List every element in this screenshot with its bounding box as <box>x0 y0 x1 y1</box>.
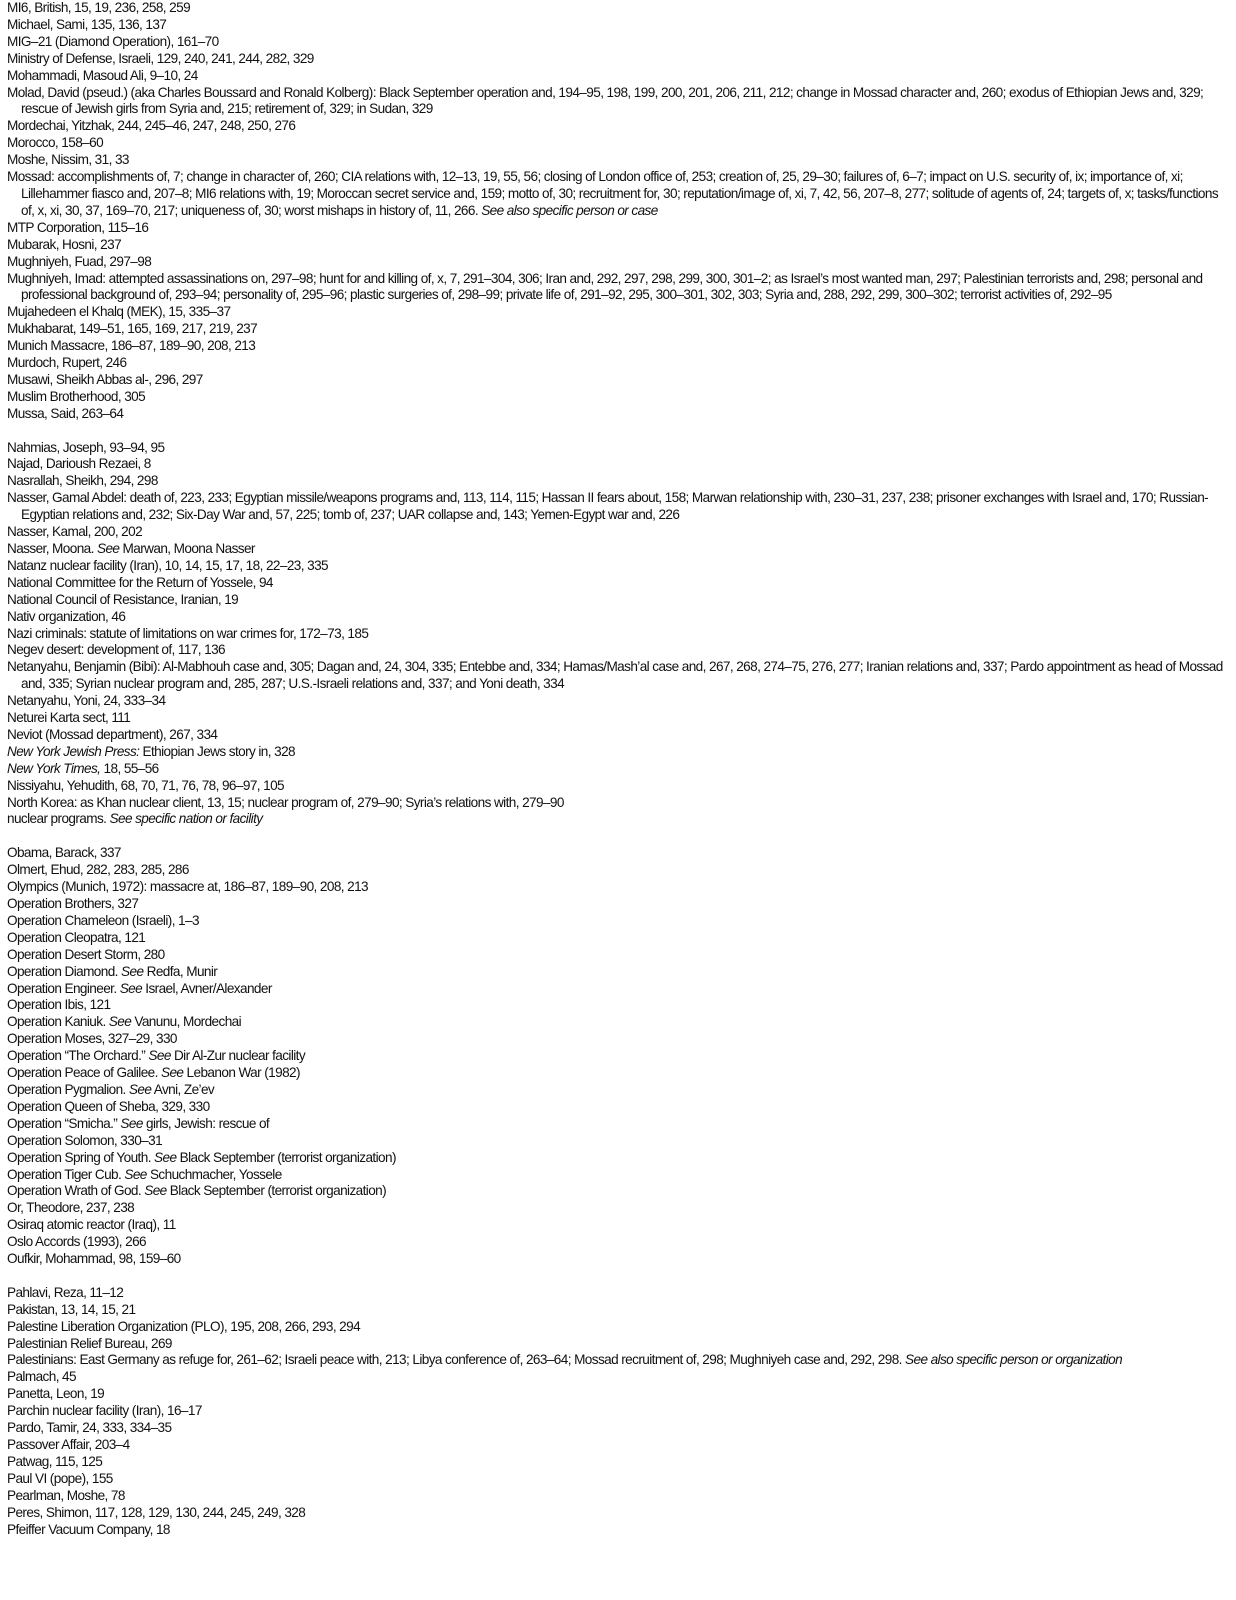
italic-reference: See specific nation or facility <box>109 811 263 827</box>
entry-text: Operation Ibis, 121 <box>7 997 111 1013</box>
index-entry <box>7 592 1225 609</box>
entry-text: Mohammadi, Masoud Ali, 9–10, 24 <box>7 67 198 83</box>
entry-text: Operation Peace of Galilee. <box>7 1065 161 1081</box>
entry-text: Olympics (Munich, 1972): massacre at, 186–87, 189–90, 208, 213 <box>7 879 369 895</box>
entry-text: Nasser, Moona. <box>7 540 97 556</box>
entry-text: Nahmias, Joseph, 93–94, 95 <box>7 439 165 455</box>
index-entry <box>7 1251 1225 1268</box>
index-entry <box>7 17 1225 34</box>
index-entry <box>7 1505 1225 1522</box>
entry-text: Nasser, Kamal, 200, 202 <box>7 524 143 540</box>
index-entry <box>7 1352 1225 1369</box>
entry-text: Muslim Brotherhood, 305 <box>7 388 146 404</box>
entry-text: Palestine Liberation Organization (PLO), 195, 208, 266, 293, 294 <box>7 1318 361 1334</box>
index-entry <box>7 355 1225 372</box>
index-entry <box>7 778 1225 795</box>
entry-text: Operation Chameleon (Israeli), 1–3 <box>7 912 199 928</box>
index-entry <box>7 964 1225 981</box>
index-entry <box>7 609 1225 626</box>
index-entry <box>7 1099 1225 1116</box>
entry-text: Operation Solomon, 330–31 <box>7 1132 163 1148</box>
index-entry <box>7 304 1225 321</box>
index-entry <box>7 254 1225 271</box>
entry-text: Or, Theodore, 237, 238 <box>7 1200 135 1216</box>
entry-text: Operation “Smicha.” <box>7 1115 121 1131</box>
entry-text: Black September (terrorist organization) <box>166 1183 387 1199</box>
entry-text: Nazi criminals: statute of limitations on war crimes for, 172–73, 185 <box>7 625 369 641</box>
entry-text: Mordechai, Yitzhak, 244, 245–46, 247, 248, 250, 276 <box>7 118 296 134</box>
entry-text: Ethiopian Jews story in, 328 <box>139 743 295 759</box>
entry-text: Murdoch, Rupert, 246 <box>7 355 127 371</box>
entry-text: Paul VI (pope), 155 <box>7 1470 113 1486</box>
index-entry <box>7 456 1225 473</box>
entry-text: MI6, British, 15, 19, 236, 258, 259 <box>7 0 191 15</box>
entry-text: Schuchmacher, Yossele <box>146 1166 282 1182</box>
entry-text: Lebanon War (1982) <box>183 1065 300 1081</box>
index-entry <box>7 1065 1225 1082</box>
italic-reference: See <box>96 540 120 556</box>
index-entry <box>7 1437 1225 1454</box>
entry-text: Negev desert: development of, 117, 136 <box>7 642 226 658</box>
italic-reference: See <box>120 1115 143 1131</box>
entry-text: Operation Brothers, 327 <box>7 896 139 911</box>
italic-reference: New York Jewish Press: <box>7 743 140 759</box>
italic-reference: See <box>148 1048 171 1064</box>
entry-text: Redfa, Munir <box>143 963 218 979</box>
index-entry <box>7 0 1225 17</box>
entry-text: Pfeiffer Vacuum Company, 18 <box>7 1521 170 1537</box>
entry-text: Pearlman, Moshe, 78 <box>7 1487 125 1503</box>
index-entry <box>7 85 1225 119</box>
index-entry <box>7 558 1225 575</box>
entry-text: Operation Moses, 327–29, 330 <box>7 1031 177 1047</box>
entry-text: Operation Pygmalion. <box>7 1081 129 1097</box>
index-entry <box>7 1454 1225 1471</box>
entry-text: Mughniyeh, Imad: attempted assassinations on, 297–98; hunt for and killing of, x, 7, 291–304, 306; Iran and, 292, 297, 298, 299, 300, 301–2; as Israel’s most wanted man, 297; Palestinian terrorists and, 298; personal and professional background of, 293–94; personality of, 295–96; plastic surgeries of, 298–99; private life of, 291–92, 295, 300–301, 302, 303; Syria and, 288, 292, 299, 300–302; terrorist activities of, 292–95 <box>7 270 1203 303</box>
entry-text: Operation Engineer. <box>7 980 120 996</box>
index-entry <box>7 1522 1225 1539</box>
index-entry <box>7 1014 1225 1031</box>
italic-reference: See <box>160 1065 184 1081</box>
entry-text: Parchin nuclear facility (Iran), 16–17 <box>7 1403 202 1419</box>
index-entry <box>7 68 1225 85</box>
entry-text: MTP Corporation, 115–16 <box>7 219 149 235</box>
entry-text: Oslo Accords (1993), 266 <box>7 1234 146 1250</box>
entry-text: nuclear programs. <box>7 811 110 827</box>
entry-text: Passover Affair, 203–4 <box>7 1436 130 1452</box>
section-divider <box>7 423 1225 440</box>
entry-text: Pardo, Tamir, 24, 333, 334–35 <box>7 1420 172 1436</box>
entry-text: Black September (terrorist organization) <box>176 1149 396 1165</box>
entry-text: Netanyahu, Yoni, 24, 333–34 <box>7 693 166 709</box>
index-entry <box>7 524 1225 541</box>
entry-text: Mughniyeh, Fuad, 297–98 <box>7 253 152 269</box>
index-entry <box>7 440 1225 457</box>
index-entry <box>7 642 1225 659</box>
index-entry <box>7 118 1225 135</box>
index-entry <box>7 930 1225 947</box>
italic-reference: See <box>144 1183 167 1199</box>
entry-text: Musawi, Sheikh Abbas al-, 296, 297 <box>7 371 203 387</box>
index-entry <box>7 896 1225 913</box>
entry-text: Najad, Darioush Rezaei, 8 <box>7 456 151 472</box>
index-entry <box>7 389 1225 406</box>
entry-text: Palestinians: East Germany as refuge for, 261–62; Israeli peace with, 213; Libya conference of, 263–64; Mossad recruitment of, 298; Mughniyeh case and, 292, 298. <box>7 1352 906 1368</box>
entry-text: 18, 55–56 <box>100 760 159 776</box>
entry-text: Morocco, 158–60 <box>7 135 104 151</box>
entry-text: Mubarak, Hosni, 237 <box>7 236 122 252</box>
index-entry <box>7 338 1225 355</box>
index-entry <box>7 575 1225 592</box>
italic-reference: New York Times, <box>7 760 101 776</box>
index-entry <box>7 761 1225 778</box>
italic-reference: See also specific person or organization <box>905 1352 1123 1368</box>
entry-text: Marwan, Moona Nasser <box>119 540 255 556</box>
entry-text: Moshe, Nissim, 31, 33 <box>7 152 129 168</box>
index-entry <box>7 1048 1225 1065</box>
entry-text: Palestinian Relief Bureau, 269 <box>7 1335 172 1351</box>
entry-text: Pakistan, 13, 14, 15, 21 <box>7 1301 136 1317</box>
entry-text: Natanz nuclear facility (Iran), 10, 14, 15, 17, 18, 22–23, 335 <box>7 557 328 573</box>
index-entry <box>7 795 1225 812</box>
index-entry <box>7 541 1225 558</box>
index-entry <box>7 406 1225 423</box>
index-entry <box>7 1183 1225 1200</box>
index-entry <box>7 220 1225 237</box>
entry-text: Neturei Karta sect, 111 <box>7 710 131 726</box>
index-entry <box>7 1133 1225 1150</box>
index-entry <box>7 1319 1225 1336</box>
entry-text: Nasrallah, Sheikh, 294, 298 <box>7 473 158 489</box>
index-entry <box>7 169 1225 220</box>
entry-text: Michael, Sami, 135, 136, 137 <box>7 16 167 32</box>
index-entry <box>7 1082 1225 1099</box>
index-entry <box>7 490 1225 524</box>
entry-text: Netanyahu, Benjamin (Bibi): Al-Mabhouh case and, 305; Dagan and, 24, 304, 335; Entebbe and, 334; Hamas/Mash’al case and, 267, 268, 274–75, 276, 277; Iranian relations and, 337; Pardo appointment as head of Mossad and, 335; Syrian nuclear program and, 285, 287; U.S.-Israeli relations and, 337; and Yoni death, 334 <box>7 659 1223 692</box>
index-entry <box>7 1369 1225 1386</box>
entry-text: National Council of Resistance, Iranian, 19 <box>7 591 239 607</box>
index-entry <box>7 727 1225 744</box>
index-entry <box>7 51 1225 68</box>
entry-text: Operation Kaniuk. <box>7 1014 109 1030</box>
entry-text: Operation Desert Storm, 280 <box>7 946 165 962</box>
entry-text: Operation Queen of Sheba, 329, 330 <box>7 1098 210 1114</box>
index-page <box>7 0 1225 1538</box>
italic-reference: See <box>128 1081 152 1097</box>
entry-text: Obama, Barack, 337 <box>7 845 121 861</box>
index-entry <box>7 626 1225 643</box>
section-divider <box>7 828 1225 845</box>
entry-text: Avni, Ze’ev <box>151 1081 215 1097</box>
index-entry <box>7 1200 1225 1217</box>
index-entry <box>7 135 1225 152</box>
index-entry <box>7 879 1225 896</box>
index-entry <box>7 152 1225 169</box>
index-entry <box>7 845 1225 862</box>
index-entry <box>7 947 1225 964</box>
index-entry <box>7 1386 1225 1403</box>
entry-text: Molad, David (pseud.) (aka Charles Boussard and Ronald Kolberg): Black September operation and, 194–95, 198, 199, 200, 201, 206, 211, 212; change in Mossad character and, 260; exodus of Ethiopian Jews and, 329; rescue of Jewish girls from Syria and, 215; retirement of, 329; in Sudan, 329 <box>7 84 1204 117</box>
entry-text: Israel, Avner/Alexander <box>142 980 272 996</box>
italic-reference: See <box>108 1014 132 1030</box>
index-entry <box>7 1150 1225 1167</box>
entry-text: Mujahedeen el Khalq (MEK), 15, 335–37 <box>7 304 231 320</box>
entry-text: North Korea: as Khan nuclear client, 13, 15; nuclear program of, 279–90; Syria’s relations with, 279–90 <box>7 794 564 810</box>
index-entry <box>7 271 1225 305</box>
italic-reference: See <box>121 963 144 979</box>
italic-reference: See <box>154 1149 177 1165</box>
entry-text: Olmert, Ehud, 282, 283, 285, 286 <box>7 862 189 878</box>
section-divider <box>7 1268 1225 1285</box>
entry-text: National Committee for the Return of Yossele, 94 <box>7 574 273 590</box>
italic-reference: See <box>124 1166 147 1182</box>
entry-text: Mukhabarat, 149–51, 165, 169, 217, 219, 237 <box>7 321 258 337</box>
index-entry <box>7 1302 1225 1319</box>
index-entry <box>7 1167 1225 1184</box>
index-entry <box>7 34 1225 51</box>
entry-text: Panetta, Leon, 19 <box>7 1386 105 1402</box>
index-entry <box>7 372 1225 389</box>
index-entry <box>7 981 1225 998</box>
index-entry <box>7 1336 1225 1353</box>
entry-text: Nissiyahu, Yehudith, 68, 70, 71, 76, 78, 96–97, 105 <box>7 777 285 793</box>
index-entry <box>7 1403 1225 1420</box>
entry-text: Neviot (Mossad department), 267, 334 <box>7 726 218 742</box>
index-entry <box>7 693 1225 710</box>
italic-reference: See <box>119 980 143 996</box>
index-entry <box>7 1217 1225 1234</box>
entry-text: Osiraq atomic reactor (Iraq), 11 <box>7 1217 176 1233</box>
index-entry <box>7 1031 1225 1048</box>
index-entry <box>7 1234 1225 1251</box>
entry-text: Operation Diamond. <box>7 963 122 979</box>
index-entry <box>7 1488 1225 1505</box>
entry-text: Peres, Shimon, 117, 128, 129, 130, 244, 245, 249, 328 <box>7 1504 306 1520</box>
entry-text: Mossad: accomplishments of, 7; change in character of, 260; CIA relations with, 12–13, 19, 55, 56; closing of London office of, 253; creation of, 25, 29–30; failures of, 6–7; impact on U.S. security of, ix; importance of, xi; Lillehammer fiasco and, 207–8; MI6 relations with, 19; Moroccan secret service and, 159; motto of, 30; recruitment for, 30; reputation/image of, xi, 7, 42, 56, 207–8, 277; solitude of agents of, 24; targets of, x; tasks/functions of, x, xi, 30, 37, 169–70, 217; uniqueness of, 30; worst mishaps in history of, 11, 266. <box>7 169 1219 218</box>
italic-reference: See also specific person or case <box>481 202 658 218</box>
entry-text: Oufkir, Mohammad, 98, 159–60 <box>7 1251 181 1267</box>
entry-text: Pahlavi, Reza, 11–12 <box>7 1284 124 1300</box>
index-entry <box>7 321 1225 338</box>
index-entry <box>7 659 1225 693</box>
entry-text: Operation Tiger Cub. <box>7 1166 125 1182</box>
index-entry <box>7 862 1225 879</box>
entry-text: Nativ organization, 46 <box>7 608 126 624</box>
entry-text: Patwag, 115, 125 <box>7 1453 103 1469</box>
entry-text: Vanunu, Mordechai <box>131 1014 242 1030</box>
index-entry <box>7 913 1225 930</box>
index-entry <box>7 1471 1225 1488</box>
entry-text: Operation Wrath of God. <box>7 1183 145 1199</box>
index-entry <box>7 744 1225 761</box>
entry-text: Munich Massacre, 186–87, 189–90, 208, 213 <box>7 338 256 354</box>
index-entry <box>7 997 1225 1014</box>
entry-text: Operation “The Orchard.” <box>7 1048 149 1064</box>
index-entry <box>7 1116 1225 1133</box>
index-entry <box>7 811 1225 828</box>
entry-text: Dir Al-Zur nuclear facility <box>170 1048 306 1064</box>
entry-text: Operation Spring of Youth. <box>7 1149 155 1165</box>
index-entry <box>7 473 1225 490</box>
entry-text: Nasser, Gamal Abdel: death of, 223, 233; Egyptian missile/weapons programs and, 113, 114, 115; Hassan II fears about, 158; Marwan relationship with, 230–31, 237, 238; prisoner exchanges with Israel and, 170; Russian-Egyptian relations and, 232; Six-Day War and, 57, 225; tomb of, 237; UAR collapse and, 143; Yemen-Egypt war and, 226 <box>7 490 1209 523</box>
entry-text: Palmach, 45 <box>7 1369 76 1385</box>
index-entry <box>7 710 1225 727</box>
index-entry <box>7 237 1225 254</box>
entry-text: girls, Jewish: rescue of <box>142 1115 270 1131</box>
index-entry <box>7 1285 1225 1302</box>
entry-text: Operation Cleopatra, 121 <box>7 929 146 945</box>
entry-text: MIG–21 (Diamond Operation), 161–70 <box>7 33 219 49</box>
index-entry <box>7 1420 1225 1437</box>
entry-text: Mussa, Said, 263–64 <box>7 405 124 421</box>
entry-text: Ministry of Defense, Israeli, 129, 240, 241, 244, 282, 329 <box>7 50 314 66</box>
